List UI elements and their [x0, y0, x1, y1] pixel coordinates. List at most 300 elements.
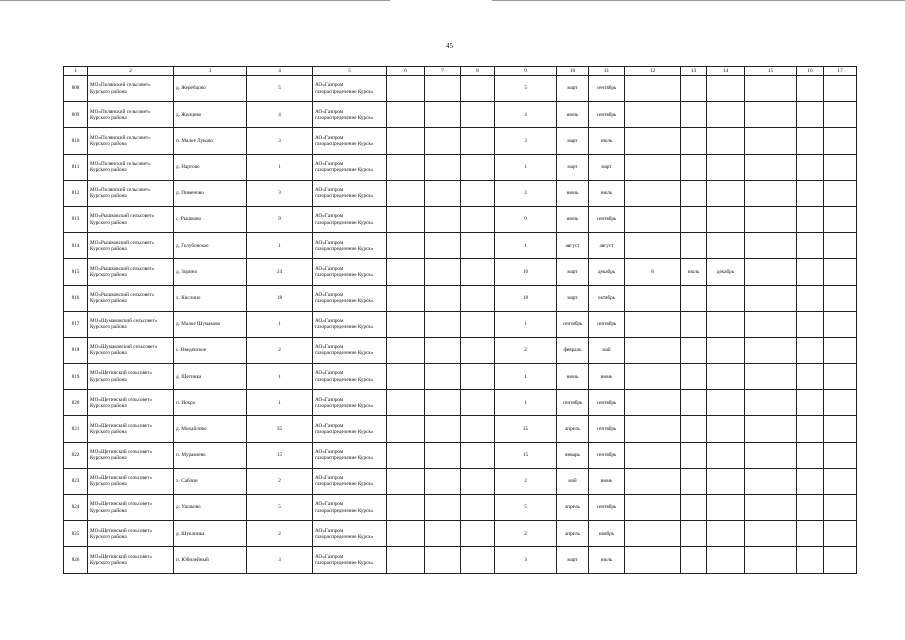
table-row	[64, 416, 857, 442]
count-stage2-cell	[625, 390, 681, 416]
table-row	[64, 468, 857, 494]
organization-cell: АО«Газпром газораспределение Курск»	[313, 76, 387, 102]
table-row	[64, 128, 857, 154]
settlement-cell: п. Искра	[174, 390, 247, 416]
empty-cell-7	[425, 102, 461, 128]
empty-cell-17	[824, 285, 857, 311]
organization-cell: АО«Газпром газораспределение Курск»	[313, 416, 387, 442]
count-total-cell: 5	[247, 495, 313, 521]
settlement-cell: д. Шуклинка	[174, 521, 247, 547]
empty-cell-15	[745, 521, 797, 547]
count-total-cell: 1	[247, 390, 313, 416]
empty-cell-16	[797, 337, 824, 363]
municipality-cell: МО«Рышковский сельсовет» Курского района	[88, 206, 174, 232]
count-stage1-cell: 1	[495, 311, 557, 337]
count-stage1-cell: 3	[495, 180, 557, 206]
start-month-cell: март	[557, 259, 589, 285]
stage2-end-cell	[707, 128, 745, 154]
stage2-start-cell	[681, 495, 707, 521]
row-number: 822	[64, 442, 88, 468]
row-number: 810	[64, 128, 88, 154]
empty-cell-15	[745, 337, 797, 363]
empty-cell-17	[824, 233, 857, 259]
empty-cell-8	[461, 521, 495, 547]
empty-cell-7	[425, 285, 461, 311]
empty-cell-17	[824, 521, 857, 547]
row-number: 821	[64, 416, 88, 442]
settlement-cell: д. Жилцево	[174, 102, 247, 128]
column-header-14: 14	[707, 67, 745, 76]
column-header-16: 16	[797, 67, 824, 76]
empty-cell-16	[797, 547, 824, 573]
empty-cell-16	[797, 285, 824, 311]
empty-cell-16	[797, 76, 824, 102]
empty-cell-7	[425, 442, 461, 468]
end-month-cell: июль	[589, 547, 625, 573]
empty-cell-7	[425, 180, 461, 206]
start-month-cell: сентябрь	[557, 390, 589, 416]
table-row	[64, 259, 857, 285]
column-header-9: 9	[495, 67, 557, 76]
empty-cell-17	[824, 259, 857, 285]
column-header-6: 6	[387, 67, 425, 76]
column-number-header-row	[64, 67, 857, 76]
count-stage2-cell: 8	[625, 259, 681, 285]
table-row	[64, 76, 857, 102]
empty-cell-15	[745, 442, 797, 468]
organization-cell: АО«Газпром газораспределение Курск»	[313, 102, 387, 128]
count-stage2-cell	[625, 285, 681, 311]
settlement-cell: с. Введенское	[174, 337, 247, 363]
end-month-cell: июнь	[589, 468, 625, 494]
empty-cell-8	[461, 311, 495, 337]
empty-cell-15	[745, 364, 797, 390]
organization-cell: АО«Газпром газораспределение Курск»	[313, 442, 387, 468]
count-stage2-cell	[625, 442, 681, 468]
count-stage1-cell: 4	[495, 102, 557, 128]
settlement-cell: п. Юбилейный	[174, 547, 247, 573]
empty-cell-6	[387, 259, 425, 285]
empty-cell-7	[425, 521, 461, 547]
table-row	[64, 154, 857, 180]
empty-cell-16	[797, 206, 824, 232]
stage2-end-cell	[707, 285, 745, 311]
count-total-cell: 3	[247, 128, 313, 154]
empty-cell-6	[387, 521, 425, 547]
organization-cell: АО«Газпром газораспределение Курск»	[313, 259, 387, 285]
start-month-cell: май	[557, 468, 589, 494]
row-number: 817	[64, 311, 88, 337]
municipality-cell: МО«Полянский сельсовет» Курского района	[88, 76, 174, 102]
start-month-cell: июнь	[557, 206, 589, 232]
stage2-start-cell	[681, 468, 707, 494]
empty-cell-7	[425, 495, 461, 521]
row-number: 808	[64, 76, 88, 102]
empty-cell-7	[425, 128, 461, 154]
end-month-cell: сентябрь	[589, 495, 625, 521]
stage2-start-cell	[681, 547, 707, 573]
count-total-cell: 35	[247, 416, 313, 442]
municipality-cell: МО«Щетинский сельсовет» Курского района	[88, 364, 174, 390]
empty-cell-6	[387, 390, 425, 416]
empty-cell-7	[425, 468, 461, 494]
count-stage2-cell	[625, 180, 681, 206]
count-stage1-cell: 2	[495, 337, 557, 363]
municipality-cell: МО«Полянский сельсовет» Курского района	[88, 154, 174, 180]
empty-cell-15	[745, 76, 797, 102]
row-number: 811	[64, 154, 88, 180]
stage2-end-cell: декабрь	[707, 259, 745, 285]
organization-cell: АО«Газпром газораспределение Курск»	[313, 364, 387, 390]
empty-cell-6	[387, 76, 425, 102]
municipality-cell: МО«Щетинский сельсовет» Курского района	[88, 416, 174, 442]
organization-cell: АО«Газпром газораспределение Курск»	[313, 547, 387, 573]
stage2-start-cell	[681, 285, 707, 311]
column-header-7: 7	[425, 67, 461, 76]
stage2-start-cell	[681, 390, 707, 416]
organization-cell: АО«Газпром газораспределение Курск»	[313, 128, 387, 154]
empty-cell-6	[387, 180, 425, 206]
stage2-end-cell	[707, 547, 745, 573]
stage2-end-cell	[707, 311, 745, 337]
gasification-schedule-table	[63, 66, 857, 574]
count-stage2-cell	[625, 416, 681, 442]
stage2-start-cell	[681, 206, 707, 232]
organization-cell: АО«Газпром газораспределение Курск»	[313, 233, 387, 259]
start-month-cell: март	[557, 547, 589, 573]
stage2-end-cell	[707, 233, 745, 259]
count-total-cell: 2	[247, 337, 313, 363]
end-month-cell: сентябрь	[589, 102, 625, 128]
column-header-17: 17	[824, 67, 857, 76]
empty-cell-7	[425, 154, 461, 180]
municipality-cell: МО«Щетинский сельсовет» Курского района	[88, 390, 174, 416]
start-month-cell: июнь	[557, 180, 589, 206]
count-stage2-cell	[625, 521, 681, 547]
count-stage2-cell	[625, 76, 681, 102]
municipality-cell: МО«Рышковский сельсовет» Курского района	[88, 285, 174, 311]
municipality-cell: МО«Щетинский сельсовет» Курского района	[88, 521, 174, 547]
empty-cell-8	[461, 390, 495, 416]
empty-cell-8	[461, 76, 495, 102]
empty-cell-7	[425, 337, 461, 363]
empty-cell-7	[425, 390, 461, 416]
stage2-end-cell	[707, 521, 745, 547]
count-stage1-cell: 15	[495, 442, 557, 468]
empty-cell-15	[745, 233, 797, 259]
table-row	[64, 206, 857, 232]
municipality-cell: МО«Щетинский сельсовет» Курского района	[88, 547, 174, 573]
start-month-cell: январь	[557, 442, 589, 468]
stage2-end-cell	[707, 337, 745, 363]
municipality-cell: МО«Щетинский сельсовет» Курского района	[88, 495, 174, 521]
empty-cell-6	[387, 102, 425, 128]
municipality-cell: МО«Шумаковский сельсовет» Курского района	[88, 337, 174, 363]
settlement-cell: д. Малое Шумаково	[174, 311, 247, 337]
end-month-cell: август	[589, 233, 625, 259]
stage2-start-cell	[681, 76, 707, 102]
start-month-cell: март	[557, 128, 589, 154]
stage2-end-cell	[707, 442, 745, 468]
stage2-end-cell	[707, 154, 745, 180]
stage2-end-cell	[707, 76, 745, 102]
count-total-cell: 2	[247, 468, 313, 494]
empty-cell-7	[425, 416, 461, 442]
empty-cell-15	[745, 495, 797, 521]
count-stage2-cell	[625, 495, 681, 521]
count-stage1-cell: 1	[495, 233, 557, 259]
empty-cell-8	[461, 364, 495, 390]
empty-cell-16	[797, 102, 824, 128]
table-row	[64, 285, 857, 311]
organization-cell: АО«Газпром газораспределение Курск»	[313, 311, 387, 337]
empty-cell-17	[824, 180, 857, 206]
empty-cell-16	[797, 154, 824, 180]
count-total-cell: 1	[247, 154, 313, 180]
organization-cell: АО«Газпром газораспределение Курск»	[313, 468, 387, 494]
table-row	[64, 521, 857, 547]
municipality-cell: МО«Полянский сельсовет» Курского района	[88, 180, 174, 206]
table-row	[64, 364, 857, 390]
empty-cell-17	[824, 128, 857, 154]
settlement-cell: д. Михайлово	[174, 416, 247, 442]
column-header-12: 12	[625, 67, 681, 76]
count-stage1-cell: 3	[495, 128, 557, 154]
municipality-cell: МО«Щетинский сельсовет» Курского района	[88, 468, 174, 494]
count-stage2-cell	[625, 311, 681, 337]
organization-cell: АО«Газпром газораспределение Курск»	[313, 154, 387, 180]
empty-cell-15	[745, 285, 797, 311]
stage2-start-cell	[681, 180, 707, 206]
column-header-13: 13	[681, 67, 707, 76]
municipality-cell: МО«Рышковский сельсовет» Курского района	[88, 233, 174, 259]
start-month-cell: февраль	[557, 337, 589, 363]
settlement-cell: с. Рышково	[174, 206, 247, 232]
end-month-cell: сентябрь	[589, 311, 625, 337]
column-header-1: 1	[64, 67, 88, 76]
empty-cell-16	[797, 364, 824, 390]
empty-cell-15	[745, 154, 797, 180]
empty-cell-6	[387, 364, 425, 390]
row-number: 825	[64, 521, 88, 547]
municipality-cell: МО«Шумаковский сельсовет» Курского района	[88, 311, 174, 337]
empty-cell-17	[824, 547, 857, 573]
empty-cell-6	[387, 154, 425, 180]
start-month-cell: сентябрь	[557, 311, 589, 337]
stage2-start-cell	[681, 416, 707, 442]
empty-cell-16	[797, 468, 824, 494]
empty-cell-7	[425, 259, 461, 285]
empty-cell-15	[745, 259, 797, 285]
empty-cell-16	[797, 521, 824, 547]
empty-cell-7	[425, 364, 461, 390]
empty-cell-15	[745, 102, 797, 128]
count-total-cell: 1	[247, 364, 313, 390]
table-row	[64, 102, 857, 128]
empty-cell-15	[745, 311, 797, 337]
row-number: 819	[64, 364, 88, 390]
count-total-cell: 3	[247, 180, 313, 206]
count-stage2-cell	[625, 468, 681, 494]
count-stage1-cell: 2	[495, 468, 557, 494]
column-header-15: 15	[745, 67, 797, 76]
empty-cell-8	[461, 180, 495, 206]
empty-cell-8	[461, 495, 495, 521]
empty-cell-17	[824, 154, 857, 180]
empty-cell-8	[461, 337, 495, 363]
column-header-8: 8	[461, 67, 495, 76]
table-row	[64, 495, 857, 521]
count-total-cell: 4	[247, 102, 313, 128]
empty-cell-6	[387, 468, 425, 494]
count-stage2-cell	[625, 233, 681, 259]
table-row	[64, 547, 857, 573]
organization-cell: АО«Газпром газораспределение Курск»	[313, 390, 387, 416]
row-number: 824	[64, 495, 88, 521]
count-total-cell: 3	[247, 547, 313, 573]
empty-cell-6	[387, 128, 425, 154]
empty-cell-16	[797, 390, 824, 416]
empty-cell-8	[461, 547, 495, 573]
end-month-cell: сентябрь	[589, 76, 625, 102]
table-row	[64, 311, 857, 337]
organization-cell: АО«Газпром газораспределение Курск»	[313, 495, 387, 521]
scan-edge-line	[492, 0, 905, 1]
row-number: 815	[64, 259, 88, 285]
settlement-cell: д. Пименово	[174, 180, 247, 206]
count-stage1-cell: 1	[495, 154, 557, 180]
count-total-cell: 1	[247, 311, 313, 337]
count-stage2-cell	[625, 102, 681, 128]
start-month-cell: апрель	[557, 416, 589, 442]
empty-cell-6	[387, 547, 425, 573]
stage2-start-cell	[681, 364, 707, 390]
empty-cell-6	[387, 206, 425, 232]
start-month-cell: июнь	[557, 102, 589, 128]
count-total-cell: 15	[247, 442, 313, 468]
stage2-start-cell	[681, 521, 707, 547]
count-total-cell: 2	[247, 521, 313, 547]
column-header-10: 10	[557, 67, 589, 76]
settlement-cell: д. Голубовское	[174, 233, 247, 259]
end-month-cell: март	[589, 154, 625, 180]
empty-cell-8	[461, 154, 495, 180]
empty-cell-17	[824, 442, 857, 468]
column-header-5: 5	[313, 67, 387, 76]
stage2-start-cell	[681, 128, 707, 154]
count-stage1-cell: 2	[495, 521, 557, 547]
count-stage2-cell	[625, 206, 681, 232]
start-month-cell: апрель	[557, 521, 589, 547]
settlement-cell: д. Ушаково	[174, 495, 247, 521]
empty-cell-8	[461, 442, 495, 468]
count-stage2-cell	[625, 364, 681, 390]
stage2-end-cell	[707, 102, 745, 128]
empty-cell-6	[387, 337, 425, 363]
empty-cell-16	[797, 259, 824, 285]
table-row	[64, 337, 857, 363]
stage2-end-cell	[707, 390, 745, 416]
row-number: 812	[64, 180, 88, 206]
row-number: 816	[64, 285, 88, 311]
count-stage1-cell: 3	[495, 547, 557, 573]
empty-cell-16	[797, 128, 824, 154]
stage2-end-cell	[707, 416, 745, 442]
settlement-cell: х. Саблин	[174, 468, 247, 494]
empty-cell-8	[461, 128, 495, 154]
organization-cell: АО«Газпром газораспределение Курск»	[313, 521, 387, 547]
empty-cell-17	[824, 364, 857, 390]
row-number: 813	[64, 206, 88, 232]
count-stage1-cell: 1	[495, 364, 557, 390]
count-stage1-cell: 35	[495, 416, 557, 442]
row-number: 826	[64, 547, 88, 573]
empty-cell-16	[797, 311, 824, 337]
stage2-start-cell	[681, 233, 707, 259]
stage2-end-cell	[707, 364, 745, 390]
organization-cell: АО«Газпром газораспределение Курск»	[313, 206, 387, 232]
end-month-cell: сентябрь	[589, 416, 625, 442]
end-month-cell: июнь	[589, 364, 625, 390]
column-header-11: 11	[589, 67, 625, 76]
empty-cell-16	[797, 233, 824, 259]
empty-cell-8	[461, 468, 495, 494]
empty-cell-8	[461, 206, 495, 232]
empty-cell-7	[425, 233, 461, 259]
empty-cell-7	[425, 206, 461, 232]
count-stage1-cell: 5	[495, 76, 557, 102]
count-total-cell: 24	[247, 259, 313, 285]
organization-cell: АО«Газпром газораспределение Курск»	[313, 180, 387, 206]
settlement-cell: д. Жеребцово	[174, 76, 247, 102]
empty-cell-8	[461, 102, 495, 128]
page-number: 45	[446, 42, 453, 50]
empty-cell-8	[461, 233, 495, 259]
empty-cell-17	[824, 495, 857, 521]
table-row	[64, 180, 857, 206]
end-month-cell: ноябрь	[589, 521, 625, 547]
empty-cell-16	[797, 442, 824, 468]
organization-cell: АО«Газпром газораспределение Курск»	[313, 337, 387, 363]
row-number: 823	[64, 468, 88, 494]
end-month-cell: сентябрь	[589, 390, 625, 416]
start-month-cell: август	[557, 233, 589, 259]
empty-cell-15	[745, 416, 797, 442]
end-month-cell: октябрь	[589, 285, 625, 311]
end-month-cell: июль	[589, 128, 625, 154]
empty-cell-6	[387, 442, 425, 468]
count-stage1-cell: 1	[495, 390, 557, 416]
empty-cell-17	[824, 416, 857, 442]
empty-cell-16	[797, 495, 824, 521]
stage2-start-cell	[681, 154, 707, 180]
scan-edge-line	[0, 0, 390, 1]
start-month-cell: март	[557, 285, 589, 311]
empty-cell-15	[745, 206, 797, 232]
end-month-cell: май	[589, 337, 625, 363]
column-header-2: 2	[88, 67, 174, 76]
empty-cell-8	[461, 285, 495, 311]
table-row	[64, 442, 857, 468]
count-total-cell: 18	[247, 285, 313, 311]
count-stage2-cell	[625, 337, 681, 363]
empty-cell-6	[387, 495, 425, 521]
start-month-cell: апрель	[557, 495, 589, 521]
count-total-cell: 9	[247, 206, 313, 232]
stage2-start-cell	[681, 311, 707, 337]
municipality-cell: МО«Рышковский сельсовет» Курского района	[88, 259, 174, 285]
empty-cell-6	[387, 311, 425, 337]
